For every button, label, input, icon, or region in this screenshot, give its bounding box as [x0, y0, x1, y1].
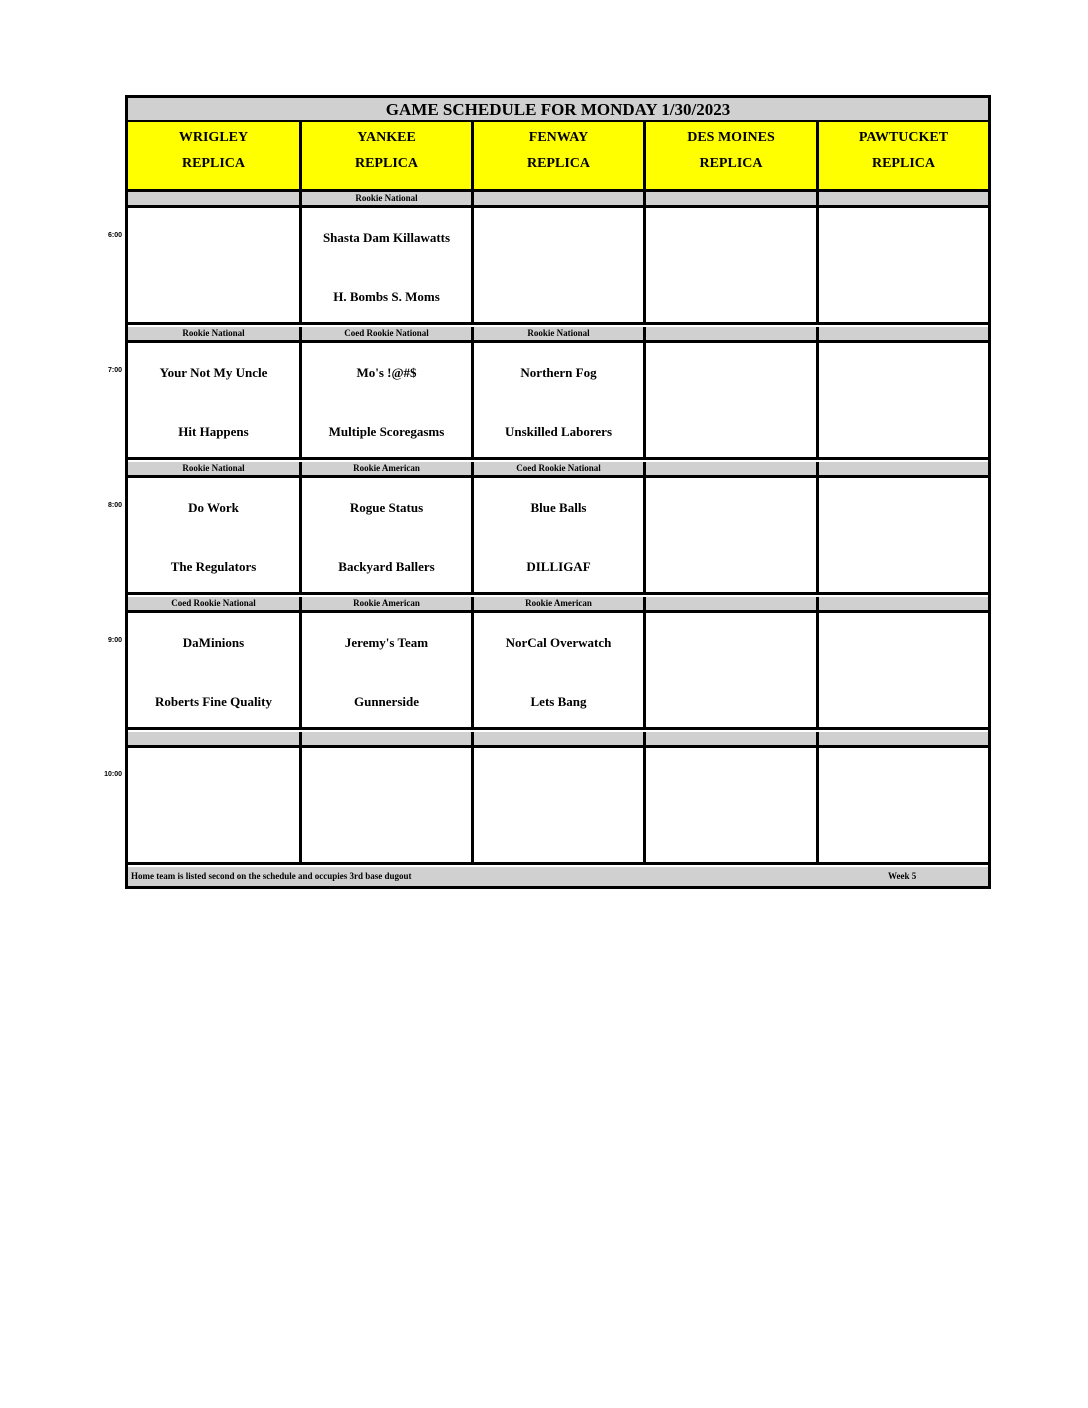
away-team: Blue Balls [530, 500, 587, 515]
division-label [646, 327, 819, 343]
game-cell [302, 478, 474, 595]
home-team: H. Bombs S. Moms [333, 289, 440, 304]
field-subtitle: REPLICA [181, 156, 245, 171]
division-label [646, 597, 819, 613]
division-label [128, 732, 302, 748]
division-label [474, 192, 646, 208]
field-name: PAWTUCKET [858, 130, 949, 145]
game-cell [128, 208, 302, 325]
division-label [474, 732, 646, 748]
schedule-footer [128, 867, 988, 886]
game-cell [302, 613, 474, 730]
division-label: Rookie National [128, 327, 302, 343]
game-cell [474, 613, 646, 730]
game-cell [302, 208, 474, 325]
field-header-2 [474, 122, 646, 192]
home-team: Unskilled Laborers [504, 424, 613, 439]
game-cell [474, 208, 646, 325]
division-label [646, 732, 819, 748]
away-team: Mo's !@#$ [356, 365, 417, 380]
field-subtitle: REPLICA [354, 156, 418, 171]
game-cell [128, 613, 302, 730]
home-team: Gunnerside [353, 694, 419, 709]
game-cell [819, 343, 988, 460]
time-slot-label: 10:00 [104, 771, 122, 778]
away-team: Rogue Status [349, 500, 424, 515]
game-cell [128, 343, 302, 460]
home-team: DILLIGAF [526, 559, 591, 574]
field-header-3 [646, 122, 819, 192]
division-label: Rookie National [302, 192, 474, 208]
field-header-4 [819, 122, 988, 192]
time-slot-label: 6:00 [107, 232, 122, 239]
home-team: The Regulators [170, 559, 257, 574]
division-label [128, 192, 302, 208]
time-slot-label: 9:00 [107, 637, 122, 644]
game-cell [646, 343, 819, 460]
game-cell [474, 748, 646, 865]
home-team: Backyard Ballers [338, 559, 435, 574]
field-subtitle: REPLICA [699, 156, 763, 171]
division-label [819, 597, 988, 613]
field-name: DES MOINES [687, 130, 775, 145]
home-team: Roberts Fine Quality [155, 694, 272, 709]
game-cell [128, 478, 302, 595]
division-label: Rookie American [302, 597, 474, 613]
away-team: Do Work [188, 500, 239, 515]
game-cell [819, 613, 988, 730]
field-subtitle: REPLICA [871, 156, 935, 171]
away-team: NorCal Overwatch [505, 635, 612, 650]
away-team: Jeremy's Team [344, 635, 429, 650]
division-label [646, 192, 819, 208]
division-label: Rookie National [128, 462, 302, 478]
division-label [819, 732, 988, 748]
home-team: Lets Bang [530, 694, 587, 709]
game-cell [474, 343, 646, 460]
division-label [819, 462, 988, 478]
division-label [646, 462, 819, 478]
division-label: Rookie American [302, 462, 474, 478]
schedule-table [125, 95, 991, 889]
division-label: Coed Rookie National [128, 597, 302, 613]
game-cell [646, 478, 819, 595]
game-cell [646, 748, 819, 865]
time-slot-label: 8:00 [107, 502, 122, 509]
game-cell [302, 748, 474, 865]
time-slot-label: 7:00 [107, 367, 122, 374]
game-cell [819, 208, 988, 325]
field-header-0 [128, 122, 302, 192]
division-label [819, 192, 988, 208]
game-cell [646, 208, 819, 325]
game-cell [128, 748, 302, 865]
division-label: Coed Rookie National [302, 327, 474, 343]
field-name: WRIGLEY [178, 130, 249, 145]
field-name: YANKEE [357, 130, 416, 145]
footer-note: Home team is listed second on the schedule and occupies 3rd base dugout [131, 871, 412, 881]
game-cell [646, 613, 819, 730]
division-label [819, 327, 988, 343]
division-label: Rookie National [474, 327, 646, 343]
schedule-title: GAME SCHEDULE FOR MONDAY 1/30/2023 [128, 98, 988, 122]
field-name: FENWAY [528, 130, 589, 145]
away-team: DaMinions [182, 635, 245, 650]
game-cell [474, 478, 646, 595]
division-label [302, 732, 474, 748]
home-team: Hit Happens [178, 424, 249, 439]
away-team: Shasta Dam Killawatts [322, 230, 451, 245]
game-cell [819, 478, 988, 595]
away-team: Your Not My Uncle [159, 365, 268, 380]
field-subtitle: REPLICA [526, 156, 590, 171]
field-header-1 [302, 122, 474, 192]
week-label: Week 5 [888, 871, 917, 881]
division-label: Coed Rookie National [474, 462, 646, 478]
game-cell [819, 748, 988, 865]
division-label: Rookie American [474, 597, 646, 613]
home-team: Multiple Scoregasms [328, 424, 445, 439]
game-cell [302, 343, 474, 460]
away-team: Northern Fog [520, 365, 597, 380]
